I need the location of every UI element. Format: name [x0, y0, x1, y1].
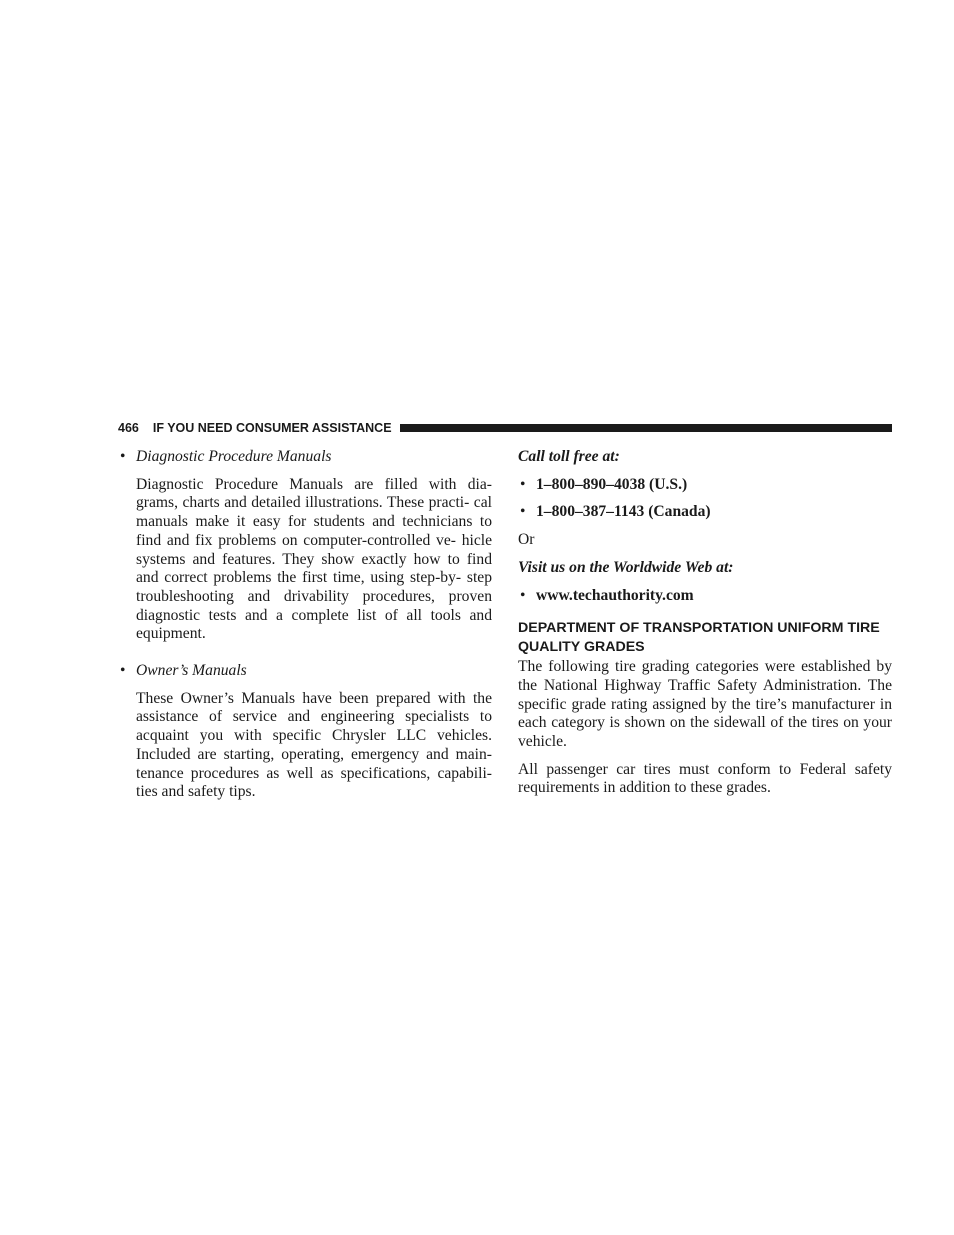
bullet-icon: • [120, 448, 126, 465]
bullet-icon: • [520, 586, 526, 604]
bullet-icon: • [520, 503, 526, 521]
list-item [518, 587, 892, 606]
tire-grading-paragraph: The following tire grading categories were established by the National Highway Traffic Safety Administration. The specific grade rating assigned by the tire’s manufacturer in each category is shown on the sidewall of the tires on your vehicle. [518, 658, 892, 751]
call-label: Call toll free at: [518, 448, 620, 465]
diagnostic-manuals-paragraph: Diagnostic Procedure Manuals are filled with dia- grams, charts and detailed illustrations. These practi- cal manuals make it easy for students and technicians to find and fix problems on computer-controlled ve- hicle systems and features. They show exactly how to find and correct problems the first time, using step-by- step troubleshooting and drivability procedures, proven diagnostic tests and a complete list of all tools and equipment. [136, 475, 492, 643]
website-link[interactable]: www.techauthority.com [536, 586, 694, 604]
page-number: 466 [118, 421, 139, 435]
owners-manuals-paragraph: These Owner’s Manuals have been prepared with the assistance of service and engineering specialists to acquaint you with specific Chrysler LLC vehicles. Included are starting, operating, emergency and main- tenance procedures as well as specifications, capabili- ties and safety tips. [136, 689, 492, 801]
section-title: IF YOU NEED CONSUMER ASSISTANCE [152, 421, 392, 435]
left-column [118, 448, 492, 811]
phone-canada: 1–800–387–1143 (Canada) [536, 503, 711, 521]
header-rule [400, 424, 892, 432]
safety-requirements-paragraph: All passenger car tires must conform to Federal safety requirements in addition to these grades. [518, 760, 892, 797]
page-header [118, 420, 892, 436]
phone-us: 1–800–890–4038 (U.S.) [536, 475, 688, 493]
list-item [518, 503, 892, 522]
bullet-diagnostic-manuals: Diagnostic Procedure Manuals [136, 448, 332, 465]
list-item [118, 662, 492, 681]
bullet-icon: • [120, 662, 126, 680]
bullet-icon: • [520, 475, 526, 493]
list-item [518, 476, 892, 495]
list-item [118, 448, 492, 467]
bullet-owners-manuals: Owner’s Manuals [136, 662, 247, 680]
visit-label: Visit us on the Worldwide Web at: [518, 558, 734, 576]
section-heading: DEPARTMENT OF TRANSPORTATION UNIFORM TIRE QUALITY GRADES [518, 620, 880, 655]
right-column [518, 448, 892, 807]
or-text: Or [518, 531, 535, 549]
